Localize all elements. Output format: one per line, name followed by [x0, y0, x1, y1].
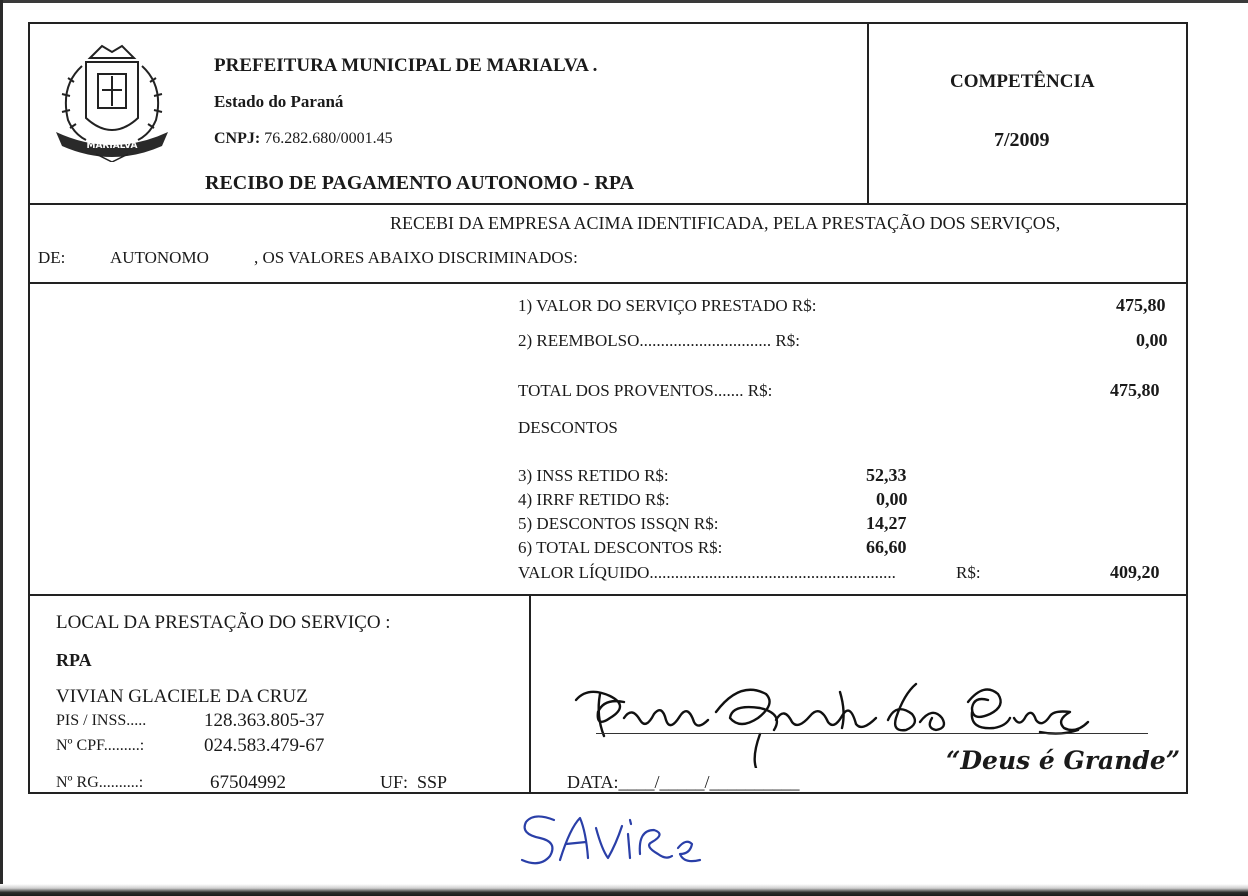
- local-label: LOCAL DA PRESTAÇÃO DO SERVIÇO :: [56, 612, 391, 633]
- cnpj-label: CNPJ:: [214, 130, 261, 147]
- scan-edge-left: [0, 0, 3, 896]
- header-bottom-rule: [28, 203, 1188, 205]
- header-divider: [867, 22, 869, 204]
- rg-label: Nº RG..........:: [56, 774, 144, 791]
- handwritten-annotation: [514, 808, 714, 872]
- org-name: PREFEITURA MUNICIPAL DE MARIALVA .: [214, 55, 598, 76]
- total-descontos-label: 6) TOTAL DESCONTOS R$:: [518, 538, 723, 557]
- pis-value: 128.363.805-37: [204, 710, 325, 731]
- issqn-value: 14,27: [866, 513, 907, 533]
- pis-label: PIS / INSS.....: [56, 712, 147, 729]
- liquido-label: VALOR LÍQUIDO..........................................................: [518, 563, 896, 582]
- reembolso-value: 0,00: [1136, 330, 1168, 350]
- descontos-title: DESCONTOS: [518, 418, 618, 437]
- liquido-currency: R$:: [956, 563, 981, 582]
- uf-value: SSP: [417, 772, 448, 792]
- inss-label: 3) INSS RETIDO R$:: [518, 466, 669, 485]
- total-descontos-value: 66,60: [866, 537, 907, 557]
- signature-line: [596, 733, 1148, 734]
- municipal-crest-icon: [46, 36, 178, 162]
- scan-edge-top: [0, 0, 1248, 3]
- competencia-label: COMPETÊNCIA: [950, 71, 1095, 92]
- local-value: RPA: [56, 650, 92, 670]
- crest-banner-text: MARIALVA: [86, 141, 138, 151]
- reembolso-label: 2) REEMBOLSO............................... R$:: [518, 331, 800, 350]
- liquido-value: 409,20: [1110, 562, 1160, 582]
- cpf-value: 024.583.479-67: [204, 735, 325, 756]
- issqn-label: 5) DESCONTOS ISSQN R$:: [518, 514, 719, 533]
- irrf-label: 4) IRRF RETIDO R$:: [518, 490, 670, 509]
- document-title: RECIBO DE PAGAMENTO AUTONOMO - RPA: [205, 172, 635, 194]
- statement-line-2: , OS VALORES ABAIXO DISCRIMINADOS:: [254, 248, 578, 267]
- state-name: Estado do Paraná: [214, 92, 344, 111]
- scan-edge-bottom: [0, 884, 1248, 896]
- rg-value: 67504992: [210, 772, 286, 793]
- uf-label: UF:: [380, 772, 409, 792]
- statement-line-1: RECEBI DA EMPRESA ACIMA IDENTIFICADA, PELA PRESTAÇÃO DOS SERVIÇOS,: [390, 213, 1061, 233]
- cnpj-value: 76.282.680/0001.45: [264, 130, 393, 147]
- motto-stamp: “Deus é Grande”: [946, 746, 1181, 775]
- footer-divider: [529, 594, 531, 794]
- cpf-label: Nº CPF.........:: [56, 737, 145, 754]
- statement-bottom-rule: [28, 282, 1188, 284]
- cnpj: [214, 131, 393, 147]
- de-label: DE:: [38, 248, 66, 267]
- servico-label: 1) VALOR DO SERVIÇO PRESTADO R$:: [518, 296, 817, 315]
- date-field: DATA:____/_____/__________: [567, 772, 800, 792]
- irrf-value: 0,00: [876, 489, 908, 509]
- values-bottom-rule: [28, 594, 1188, 596]
- total-proventos-value: 475,80: [1110, 380, 1160, 400]
- inss-value: 52,33: [866, 465, 907, 485]
- service-type: AUTONOMO: [110, 248, 209, 267]
- servico-value: 475,80: [1116, 295, 1166, 315]
- provider-name: VIVIAN GLACIELE DA CRUZ: [56, 686, 308, 707]
- competencia-value: 7/2009: [994, 129, 1050, 151]
- total-proventos-label: TOTAL DOS PROVENTOS....... R$:: [518, 381, 773, 400]
